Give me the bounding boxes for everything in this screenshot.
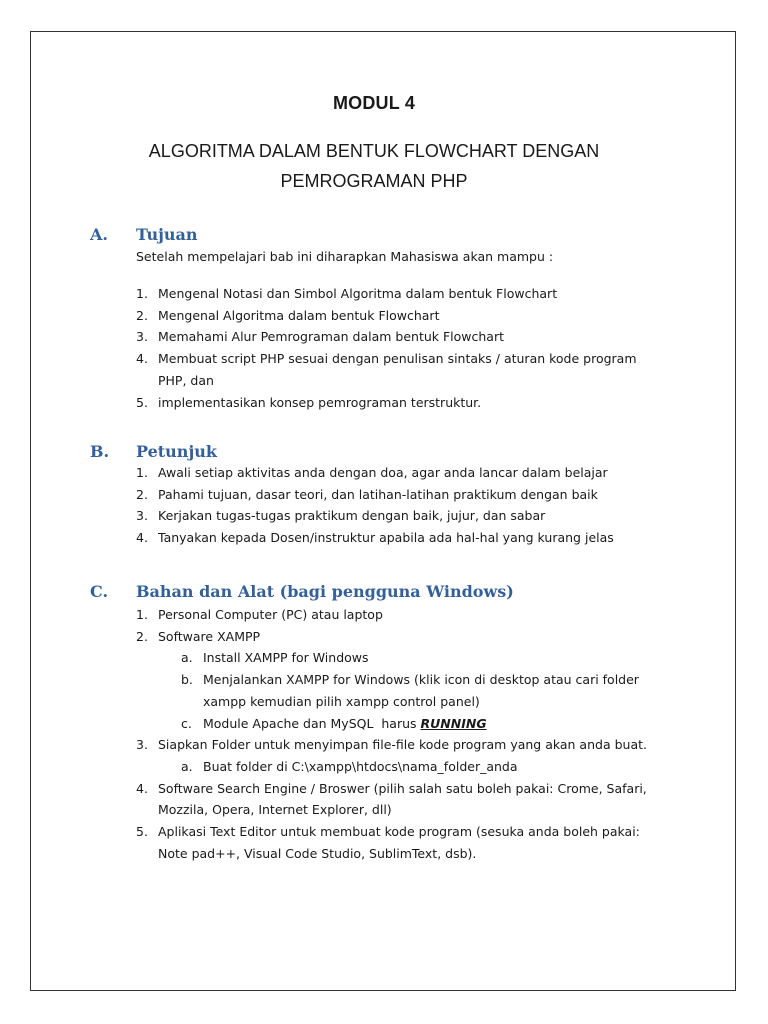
section-b-list [136,462,668,549]
sublist-item: a. Buat folder di C:\xampp\htdocs\nama_folder_anda [181,758,518,774]
section-a-list [136,283,668,413]
list-item: 3. Siapkan Folder untuk menyimpan file-file kode program yang akan anda buat. a. Buat folder di C:\xampp\htdocs\nama_folder_anda [136,734,668,777]
section-a-letter: A. [90,225,108,244]
list-item: 2. Pahami tujuan, dasar teori, dan latihan-latihan praktikum dengan baik [136,486,598,502]
section-c-heading [90,582,514,601]
list-item: 3. Memahami Alur Pemrograman dalam bentuk Flowchart [136,329,505,345]
section-b-letter: B. [90,442,110,461]
section-a-intro: Setelah mempelajari bab ini diharapkan Mahasiswa akan mampu : [136,249,554,264]
section-c-list [136,604,668,864]
sublist-item: c. Module Apache dan MySQL harus RUNNING [181,715,487,731]
section-a-heading [90,225,198,244]
sublist-item: b. Menjalankan XAMPP for Windows (klik icon di desktop atau cari folder xampp kemudian pilih xampp control panel) [181,672,639,709]
list-item: 1. Personal Computer (PC) atau laptop [136,607,383,622]
section-c-letter: C. [90,582,109,601]
list-item: 4. Software Search Engine / Broswer (pilih salah satu boleh pakai: Crome, Safari, Mozzila, Opera, Internet Explorer, dll) [136,780,647,818]
list-item: 2. Mengenal Algoritma dalam bentuk Flowchart [136,307,440,323]
xampp-sublist [158,647,668,734]
list-item: 4. Tanyakan kepada Dosen/instruktur apabila ada hal-hal yang kurang jelas [136,530,614,546]
running-emphasis: RUNNING [420,715,487,731]
list-item: 2. Software XAMPP a. Install XAMPP for Windows b. Menjalankan XAMPP for Windows (klik icon di desktop atau cari folder xampp kemudian pilih xampp control panel) c. Module Apache dan MySQL harus RUNNING [136,626,668,735]
main-title: ALGORITMA DALAM BENTUK FLOWCHART DENGAN PEMROGRAMAN PHP [148,141,600,191]
section-b-heading [90,442,217,461]
section-c-title: Bahan dan Alat (bagi pengguna Windows) [136,582,514,601]
folder-sublist [158,756,668,778]
list-item: 1. Awali setiap aktivitas anda dengan doa, agar anda lancar dalam belajar [136,465,608,480]
section-a-title: Tujuan [136,225,198,244]
sublist-item: a. Install XAMPP for Windows [181,650,369,666]
modul-title: MODUL 4 [332,93,416,113]
list-item: 1. Mengenal Notasi dan Simbol Algoritma dalam bentuk Flowchart [136,286,558,301]
list-item: 3. Kerjakan tugas-tugas praktikum dengan baik, jujur, dan sabar [136,508,546,524]
section-b-title: Petunjuk [136,442,217,461]
list-item: 4. Membuat script PHP sesuai dengan penulisan sintaks / aturan kode program PHP, dan [136,351,637,388]
list-item: 5. Aplikasi Text Editor untuk membuat kode program (sesuka anda boleh pakai: Note pad++, Visual Code Studio, SublimText, dsb). [136,824,640,861]
list-item: 5. implementasikan konsep pemrograman terstruktur. [136,394,482,410]
